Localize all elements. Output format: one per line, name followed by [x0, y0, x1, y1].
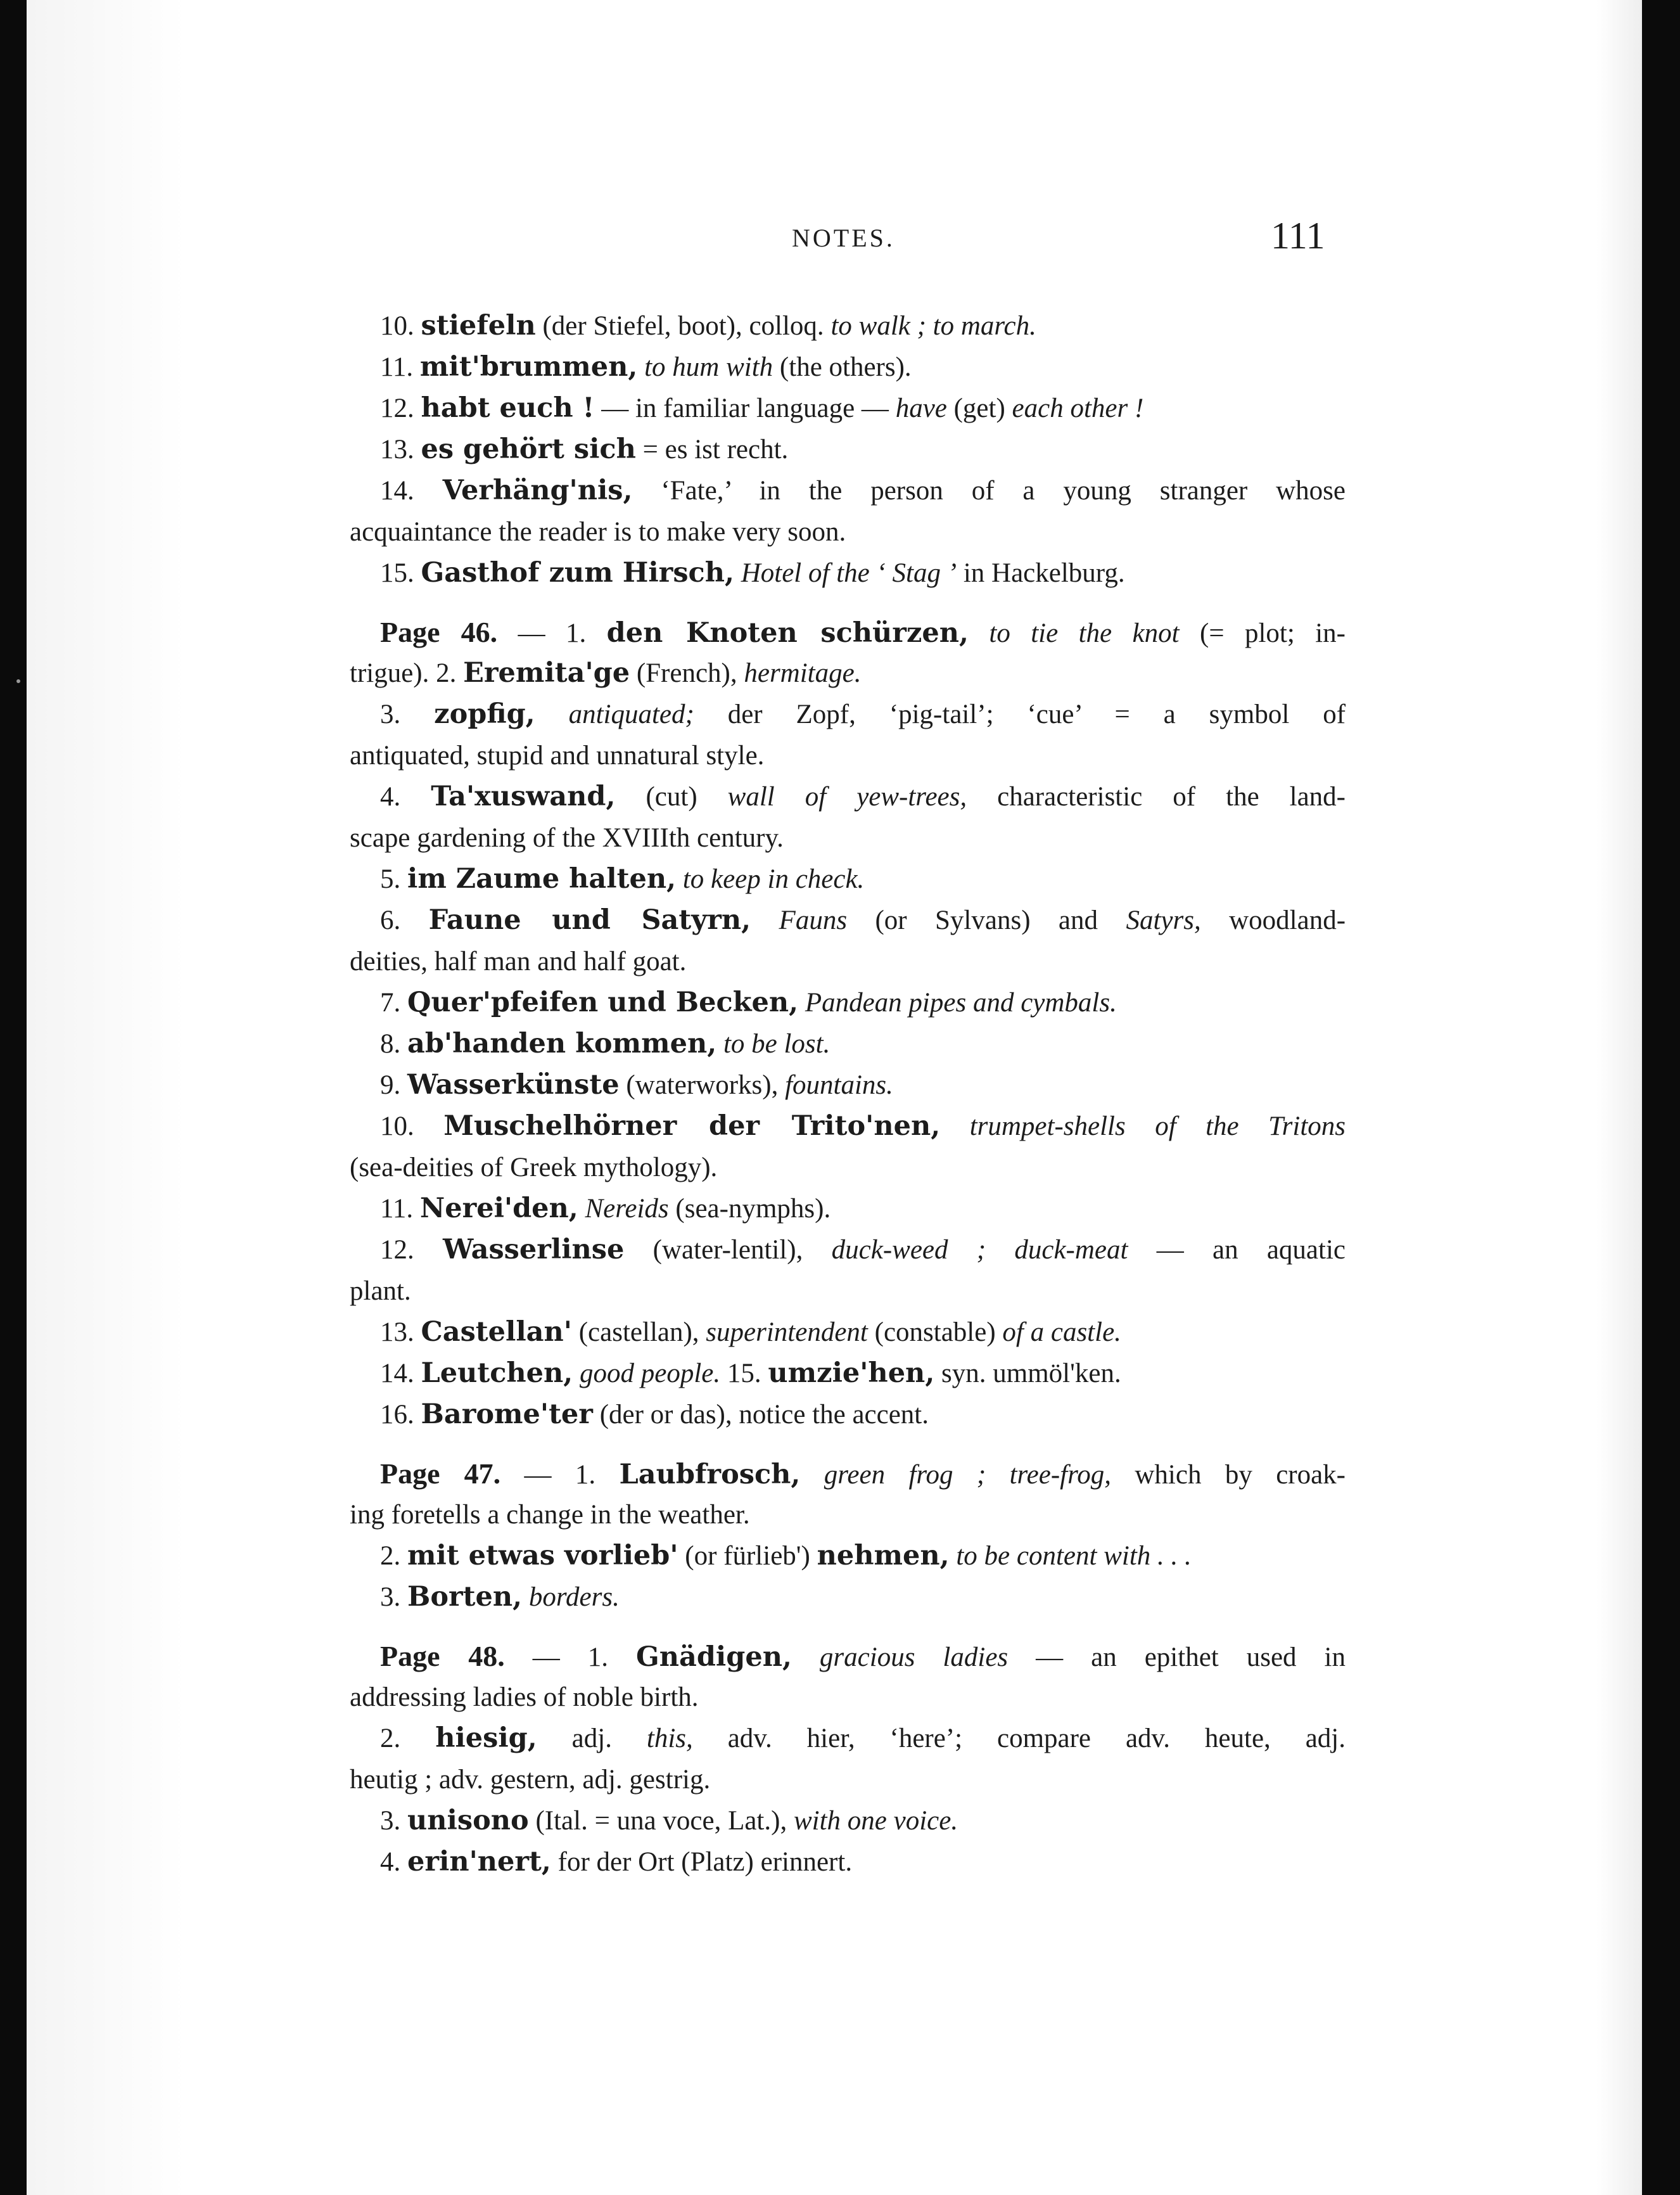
note-text: antiquated, stupid and unnatural style. [350, 741, 765, 771]
headword: Quer'pfeifen und Becken, [407, 987, 799, 1018]
note-line [350, 776, 1346, 817]
gloss-italic: trumpet-shells of the Tritons [969, 1111, 1346, 1141]
gloss-italic: have [895, 394, 947, 423]
headword: Castellan' [421, 1316, 572, 1348]
gloss-italic: good people. [580, 1359, 721, 1388]
note-text: (castellan), [571, 1317, 706, 1347]
gloss-italic: to tie the knot [989, 618, 1180, 648]
note-line [350, 1229, 1346, 1270]
notes-body [350, 305, 1346, 1883]
note-line [350, 305, 1346, 347]
note-text: (= plot; in- [1179, 618, 1346, 648]
headword: Leutchen, [421, 1357, 573, 1389]
note-text: in Hackelburg. [957, 558, 1125, 588]
gloss-italic: to hum with [644, 352, 773, 382]
note-number: 3. [380, 1582, 407, 1612]
note-text: (der or das), notice the accent. [592, 1400, 929, 1430]
headword: nehmen, [817, 1540, 950, 1571]
note-text [716, 1029, 723, 1059]
gloss-italic: Satyrs, [1126, 906, 1201, 935]
note-text: adv. hier, ‘here’; compare adv. heute, adj. [692, 1724, 1346, 1753]
note-number: 4. [380, 782, 431, 812]
note-text: which by croak- [1111, 1460, 1346, 1490]
note-continuation-line [350, 653, 1346, 694]
note-continuation-line [350, 511, 1346, 553]
headword: mit'brummen, [419, 351, 638, 383]
headword: erin'nert, [407, 1846, 551, 1878]
gloss-italic: antiquated; [568, 700, 694, 729]
note-text: — 1. [504, 1642, 637, 1672]
note-text: der Zopf, ‘pig-tail’; ‘cue’ = a symbol of [694, 700, 1346, 729]
note-line [350, 347, 1346, 388]
note-continuation-line [350, 1494, 1346, 1535]
note-text: (water-lentil), [624, 1235, 832, 1265]
note-line [350, 553, 1346, 594]
note-text: syn. ummöl'ken. [934, 1359, 1121, 1388]
note-continuation-line [350, 735, 1346, 776]
note-text [578, 1194, 585, 1224]
note-number: 3. [380, 1806, 407, 1836]
page-note-line [350, 1635, 1346, 1677]
page-ref: Page 48. [380, 1640, 505, 1672]
note-line [350, 1841, 1346, 1883]
gloss-italic: superintendent [706, 1317, 868, 1347]
gloss-italic: gracious ladies [819, 1642, 1009, 1672]
note-number: 12. [380, 394, 421, 423]
note-text: (get) [946, 394, 1012, 423]
gloss-italic: to be content with . . . [956, 1541, 1192, 1571]
headword: im Zaume halten, [407, 863, 677, 895]
note-text [950, 1541, 957, 1571]
note-text [573, 1359, 580, 1388]
gloss-italic: wall of yew-trees, [727, 782, 967, 812]
headword: Faune und Satyrn, [428, 904, 751, 936]
note-number: 2. [380, 1724, 436, 1753]
gloss-italic: green frog ; tree-frog, [824, 1460, 1111, 1490]
note-text [751, 906, 779, 935]
headword: den Knoten schürzen, [606, 617, 969, 649]
headword: Muschelhörner der Trito'nen, [443, 1110, 941, 1142]
note-number: 7. [380, 988, 407, 1018]
note-line [350, 470, 1346, 511]
note-text: acquaintance the reader is to make very soon. [350, 517, 846, 547]
headword: hiesig, [435, 1722, 537, 1754]
headword: unisono [407, 1805, 529, 1836]
note-line [350, 1800, 1346, 1841]
note-continuation-line [350, 817, 1346, 859]
headword: Verhäng'nis, [442, 475, 633, 506]
note-text: (sea-deities of Greek mythology). [350, 1153, 718, 1182]
note-text: (der Stiefel, boot), colloq. [535, 311, 831, 341]
gloss-italic: fountains. [785, 1070, 893, 1100]
note-number: 14. [380, 476, 443, 506]
headword: Nerei'den, [419, 1193, 578, 1224]
page-ref: Page 46. [380, 616, 498, 648]
note-text: (French), [630, 658, 744, 688]
headword: habt euch ! [421, 392, 595, 424]
page-number: 111 [1271, 215, 1325, 257]
note-text: addressing ladies of noble birth. [350, 1682, 699, 1712]
note-text: deities, half man and half goat. [350, 947, 687, 976]
note-line [350, 1106, 1346, 1147]
note-line [350, 982, 1346, 1023]
note-text [676, 864, 683, 894]
note-line [350, 1394, 1346, 1435]
gloss-italic: hermitage. [744, 658, 862, 688]
note-number: 4. [380, 1847, 407, 1877]
note-line [350, 694, 1346, 735]
note-text: adj. [537, 1724, 647, 1753]
note-number: 13. [380, 435, 421, 464]
gloss-italic: Fauns [779, 906, 848, 935]
note-number: 6. [380, 906, 429, 935]
note-text: = es ist recht. [635, 435, 789, 464]
gloss-italic: each other ! [1012, 394, 1144, 423]
note-text [535, 700, 569, 729]
note-text [792, 1642, 820, 1672]
headword: Eremita'ge [463, 657, 630, 689]
gloss-italic: with one voice. [793, 1806, 958, 1836]
note-continuation-line [350, 1677, 1346, 1718]
running-head: NOTES. [792, 224, 895, 252]
note-text: ‘Fate,’ in the person of a young stranger whose [632, 476, 1346, 506]
note-text [734, 558, 741, 588]
note-line [350, 429, 1346, 470]
note-line [350, 1535, 1346, 1577]
note-text: (or fürlieb') [678, 1541, 817, 1571]
headword: Gasthof zum Hirsch, [421, 557, 734, 589]
page-note-line [350, 1453, 1346, 1494]
scan-right-border [1642, 0, 1680, 2195]
note-number: 12. [380, 1235, 443, 1265]
note-number: 14. [380, 1359, 421, 1388]
gloss-italic: of a castle. [1002, 1317, 1121, 1347]
headword: Barome'ter [421, 1398, 593, 1430]
note-text: 15. [720, 1359, 768, 1388]
note-text: — 1. [497, 618, 607, 648]
gloss-italic: Hotel of the ‘ Stag ’ [741, 558, 957, 588]
note-line [350, 1718, 1346, 1759]
note-continuation-line [350, 1270, 1346, 1312]
headword: mit etwas vorlieb' [407, 1540, 678, 1571]
scan-speck [16, 679, 20, 683]
note-text: heutig ; adv. gestern, adj. gestrig. [350, 1765, 711, 1795]
note-number: 16. [380, 1400, 421, 1430]
note-number: 10. [380, 1111, 444, 1141]
note-line [350, 1577, 1346, 1618]
note-text [522, 1582, 529, 1612]
gloss-italic: to keep in check. [682, 864, 865, 894]
headword: Laubfrosch, [619, 1459, 801, 1490]
note-number: 10. [380, 311, 421, 341]
gloss-italic: Pandean pipes and cymbals. [805, 988, 1117, 1018]
note-text [637, 352, 644, 382]
note-line [350, 859, 1346, 900]
note-text: plant. [350, 1276, 411, 1306]
gloss-italic: to be lost. [723, 1029, 830, 1059]
page-gutter-shadow [27, 0, 185, 2195]
note-text: (Ital. = una voce, Lat.), [528, 1806, 794, 1836]
note-text [940, 1111, 969, 1141]
headword: es gehört sich [421, 433, 636, 465]
note-number: 15. [380, 558, 421, 588]
headword: zopfig, [434, 698, 535, 730]
scan-left-border [0, 0, 27, 2195]
headword: umzie'hen, [768, 1357, 935, 1389]
note-text: — an epithet used in [1008, 1642, 1346, 1672]
page-edge-shadow [1596, 0, 1642, 2195]
headword: ab'handen kommen, [407, 1028, 717, 1059]
note-text: scape gardening of the XVIIIth century. [350, 823, 784, 853]
note-line [350, 900, 1346, 941]
note-text: (or Sylvans) and [847, 906, 1126, 935]
note-number: 5. [380, 864, 407, 894]
gloss-italic: duck-weed ; duck-meat [831, 1235, 1128, 1265]
headword: Gnädigen, [636, 1641, 792, 1673]
page-note-line [350, 611, 1346, 653]
note-text: characteristic of the land- [967, 782, 1346, 812]
note-text [798, 988, 805, 1018]
note-text: (the others). [773, 352, 912, 382]
note-number: 3. [380, 700, 435, 729]
note-number: 8. [380, 1029, 407, 1059]
note-text: — an aquatic [1128, 1235, 1346, 1265]
gloss-italic: this, [646, 1724, 693, 1753]
note-line [350, 388, 1346, 429]
note-number: 11. [380, 1194, 420, 1224]
note-text: (cut) [615, 782, 728, 812]
note-text: ing foretells a change in the weather. [350, 1500, 750, 1530]
note-line [350, 1312, 1346, 1353]
note-text: (waterworks), [619, 1070, 786, 1100]
note-text: woodland- [1200, 906, 1346, 935]
headword: Wasserlinse [443, 1234, 625, 1265]
note-continuation-line [350, 1759, 1346, 1800]
gloss-italic: to walk ; to march. [830, 311, 1036, 341]
note-number: 11. [380, 352, 420, 382]
note-continuation-line [350, 1147, 1346, 1188]
page-ref: Page 47. [380, 1457, 501, 1490]
headword: stiefeln [421, 310, 536, 342]
headword: Borten, [407, 1581, 523, 1613]
headword: Wasserkünste [407, 1069, 620, 1101]
note-number: 13. [380, 1317, 421, 1347]
note-text: (constable) [867, 1317, 1003, 1347]
note-continuation-line [350, 941, 1346, 982]
note-line [350, 1353, 1346, 1394]
note-line [350, 1023, 1346, 1065]
note-text [969, 618, 989, 648]
note-text: for der Ort (Platz) erinnert. [550, 1847, 853, 1877]
note-text: trigue). 2. [350, 658, 464, 688]
note-line [350, 1065, 1346, 1106]
gloss-italic: Nereids [585, 1194, 669, 1224]
note-text: — in familiar language — [594, 394, 896, 423]
headword: Ta'xuswand, [431, 781, 616, 812]
note-text [800, 1460, 824, 1490]
note-line [350, 1188, 1346, 1229]
gloss-italic: borders. [528, 1582, 620, 1612]
note-text: (sea-nymphs). [668, 1194, 831, 1224]
note-text: — 1. [500, 1460, 620, 1490]
note-number: 9. [380, 1070, 407, 1100]
note-number: 2. [380, 1541, 407, 1571]
